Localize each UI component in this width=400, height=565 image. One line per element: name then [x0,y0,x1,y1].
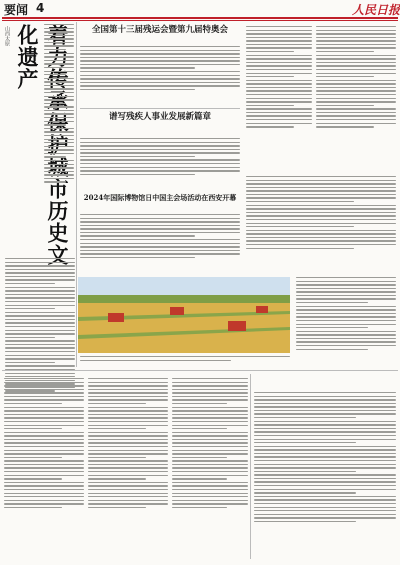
headline-event: 2024年国际博物馆日中国主会场活动在西安开幕 [83,193,237,202]
headline-mid: 谱写残疾人事业发展新篇章 [108,112,211,122]
page-header [0,0,400,18]
bottom-col3-body [172,378,248,558]
header-rule-thin [2,20,398,21]
right-body-lower [246,176,396,271]
divider [80,108,240,109]
header-rule [2,17,398,19]
right-body-bottom [296,277,396,372]
column-divider [250,374,251,559]
column-divider [76,22,77,367]
article-event-body [80,214,240,272]
section-name: 要闻 [4,3,29,17]
harvest-photo [78,277,290,353]
harvest-field-image [78,277,290,353]
article-top-body [80,46,240,106]
bottom-col1-body [4,378,84,558]
lower-section-divider [2,370,398,371]
feature-headline: 着力传承保护城市历史文化遗产 [15,24,70,266]
bottom-col2-body [88,378,168,558]
feature-body-col2 [5,258,75,398]
masthead-logo: 人民日报 [352,3,400,17]
page-number: 4 [36,1,45,15]
photo-caption [80,356,290,364]
headline-top: 全国第十三届残运会暨第九届特奥会 [91,25,228,35]
article-mid-body [80,138,240,188]
feature-body-col1 [44,24,74,244]
right-body-col2 [316,26,396,156]
right-body-col1 [246,26,312,156]
bottom-right-body [254,392,396,558]
feature-tag: 山西太原 [4,26,10,46]
